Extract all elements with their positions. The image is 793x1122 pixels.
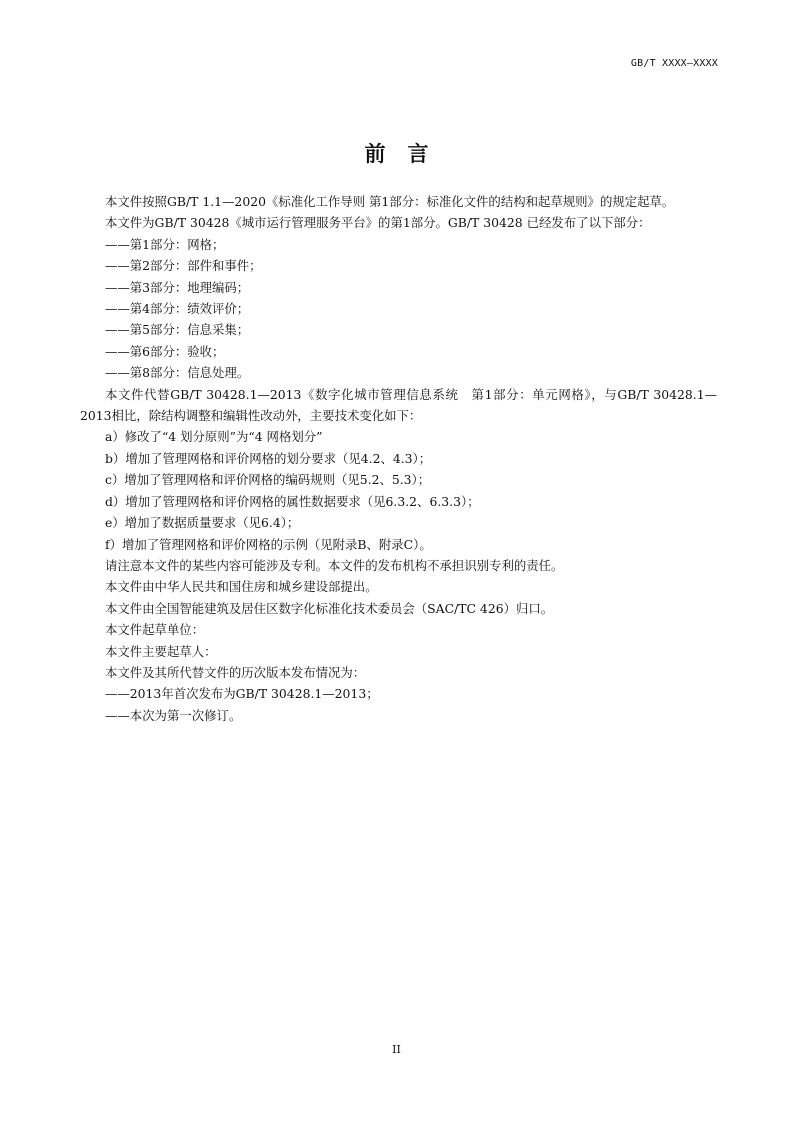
history-item-2013: ——2013年首次发布为GB/T 30428.1—2013；: [105, 686, 379, 702]
change-item-c: c）增加了管理网格和评价网格的编码规则（见5.2、5.3）；: [105, 472, 431, 488]
paragraph-proposer: 本文件由中华人民共和国住房和城乡建设部提出。: [105, 579, 378, 595]
list-item-part-2: ——第2部分：部件和事件；: [105, 258, 262, 274]
list-item-part-6: ——第6部分：验收；: [105, 343, 225, 359]
change-item-d: d）增加了管理网格和评价网格的属性数据要求（见6.3.2、6.3.3）；: [105, 493, 480, 509]
change-item-a: a）修改了“4 划分原则”为“4 网格划分”: [105, 429, 323, 445]
page-title: 前言: [364, 141, 451, 166]
change-item-b: b）增加了管理网格和评价网格的划分要求（见4.2、4.3）；: [105, 450, 432, 466]
list-item-part-3: ——第3部分：地理编码；: [105, 279, 250, 295]
paragraph-drafters: 本文件主要起草人：: [105, 643, 217, 659]
list-item-part-4: ——第4部分：绩效评价；: [105, 301, 250, 317]
paragraph-replacement: 本文件代替GB/T 30428.1—2013《数字化城市管理信息系统 第1部分：单元网格》，与GB/T 30428.1—2013相比，除结构调整和编辑性改动外，主要技术变化如下：: [80, 386, 717, 424]
history-item-revision: ——本次为第一次修订。: [105, 707, 242, 723]
document-number-header: GB/T XXXX—XXXX: [630, 58, 718, 69]
document-body: [80, 191, 717, 726]
list-item-part-8: ——第8部分：信息处理。: [105, 365, 250, 381]
paragraph-drafting-units: 本文件起草单位：: [105, 622, 205, 638]
list-item-part-1: ——第1部分：网格；: [105, 236, 225, 252]
change-item-f: f）增加了管理网格和评价网格的示例（见附录B、附录C）。: [105, 536, 432, 552]
paragraph-drafting-rule: 本文件按照GB/T 1.1—2020《标准化工作导则 第1部分：标准化文件的结构和起草规则》的规定起草。: [105, 194, 675, 209]
paragraph-part-intro: 本文件为GB/T 30428《城市运行管理服务平台》的第1部分。GB/T 30428 已经发布了以下部分：: [105, 215, 651, 231]
list-item-part-5: ——第5部分：信息采集；: [105, 322, 250, 338]
paragraph-patent-notice: 请注意本文件的某些内容可能涉及专利。本文件的发布机构不承担识别专利的责任。: [105, 557, 564, 573]
page-number: II: [392, 1043, 401, 1056]
paragraph-committee: 本文件由全国智能建筑及居住区数字化标准化技术委员会（SAC/TC 426）归口。: [105, 600, 554, 616]
change-item-e: e）增加了数据质量要求（见6.4）；: [105, 515, 300, 531]
paragraph-history-intro: 本文件及其所代替文件的历次版本发布情况为：: [105, 664, 366, 680]
